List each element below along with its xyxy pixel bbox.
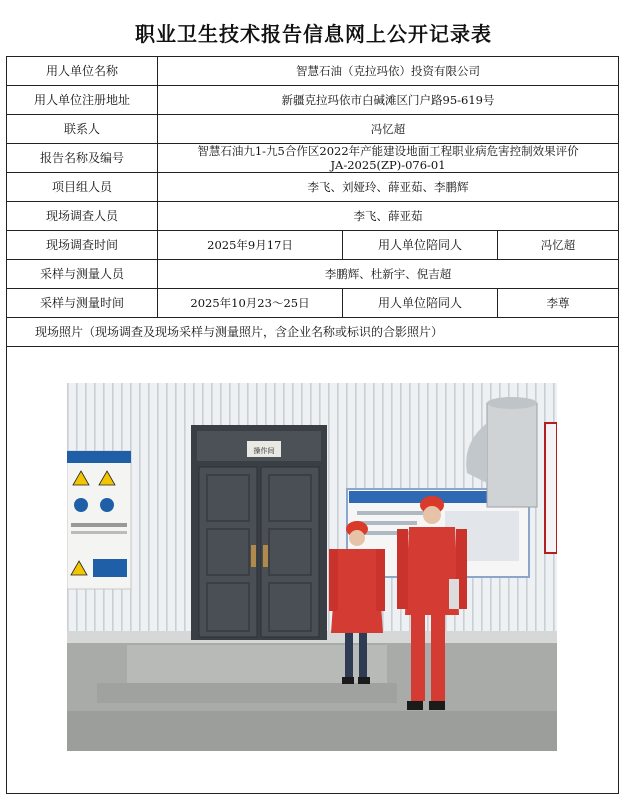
sampling-time-value: 2025年10月23～25日 [158, 289, 343, 318]
row-report [7, 144, 619, 173]
row-sampling-time [7, 289, 619, 318]
row-site-survey-staff [7, 202, 619, 231]
photo-section-label: 现场照片（现场调查及现场采样与测量照片，含企业名称或标识的合影照片） [7, 318, 619, 347]
row-unit-name [7, 57, 619, 86]
sampling-companion-value: 李尊 [498, 289, 619, 318]
record-table [6, 56, 619, 794]
site-photo [67, 383, 557, 751]
report-value [158, 144, 619, 173]
report-label: 报告名称及编号 [7, 144, 158, 173]
safety-sign-board [67, 451, 131, 589]
site-survey-staff-label: 现场调查人员 [7, 202, 158, 231]
report-name: 智慧石油九1-九5合作区2022年产能建设地面工程职业病危害控制效果评价 [197, 144, 579, 158]
page-title: 职业卫生技术报告信息网上公开记录表 [135, 22, 492, 46]
row-project-members [7, 173, 619, 202]
sampling-staff-label: 采样与测量人员 [7, 260, 158, 289]
site-survey-staff-value: 李飞、薛亚茹 [158, 202, 619, 231]
photo-cell [7, 347, 619, 794]
door [191, 425, 327, 640]
project-members-label: 项目组人员 [7, 173, 158, 202]
site-survey-companion-label: 用人单位陪同人 [343, 231, 498, 260]
unit-name-label: 用人单位名称 [7, 57, 158, 86]
sampling-companion-label: 用人单位陪同人 [343, 289, 498, 318]
site-survey-companion-value: 冯忆超 [498, 231, 619, 260]
sampling-staff-value: 李鹏辉、杜新宇、倪吉超 [158, 260, 619, 289]
site-survey-time-value: 2025年9月17日 [158, 231, 343, 260]
row-sampling-staff [7, 260, 619, 289]
row-contact [7, 115, 619, 144]
unit-address-label: 用人单位注册地址 [7, 86, 158, 115]
site-survey-time-label: 现场调查时间 [7, 231, 158, 260]
project-members-value: 李飞、刘娅玲、薛亚茹、李鹏辉 [158, 173, 619, 202]
row-unit-address [7, 86, 619, 115]
row-site-survey-time [7, 231, 619, 260]
contact-value: 冯忆超 [158, 115, 619, 144]
row-photo-header [7, 318, 619, 347]
door-sign-text: 操作间 [253, 447, 275, 455]
unit-address-value: 新疆克拉玛依市白碱滩区门户路95-619号 [158, 86, 619, 115]
contact-label: 联系人 [7, 115, 158, 144]
row-photo [7, 347, 619, 794]
sampling-time-label: 采样与测量时间 [7, 289, 158, 318]
unit-name-value: 智慧石油（克拉玛依）投资有限公司 [158, 57, 619, 86]
report-number: JA-2025(ZP)-076-01 [330, 158, 446, 172]
